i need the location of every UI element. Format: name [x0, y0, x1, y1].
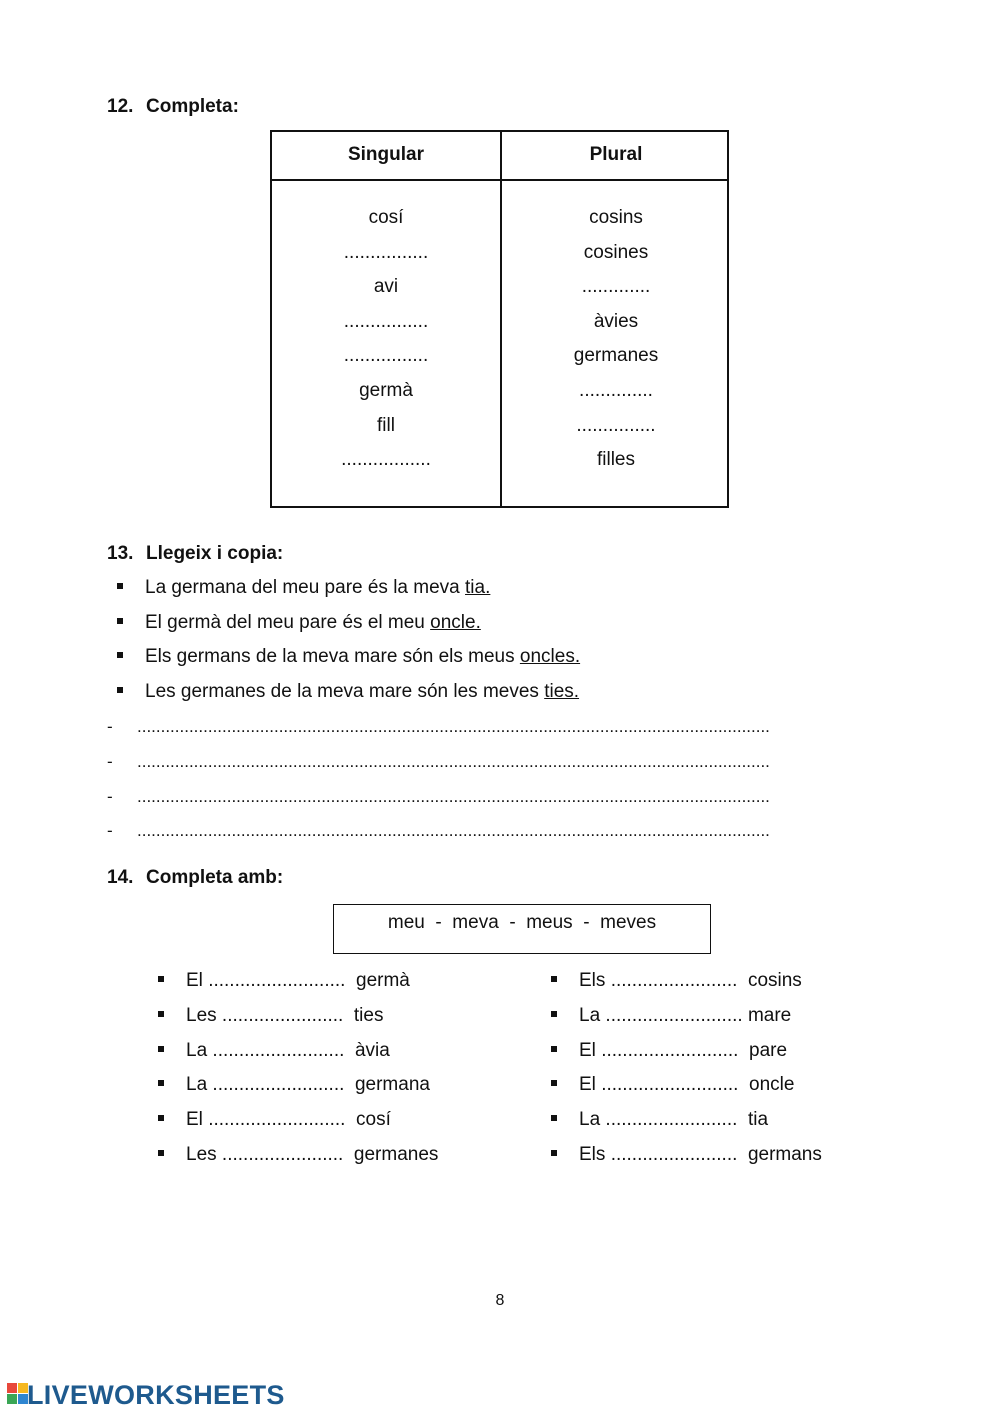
logo-mark-icon: [7, 1383, 29, 1405]
exercise-number: 13.: [107, 543, 134, 564]
fill-noun: germà: [356, 970, 410, 991]
fill-item: [551, 1074, 794, 1096]
fill-noun: mare: [747, 1005, 792, 1026]
bullet-square-icon: [551, 976, 557, 982]
bullet-square-icon: [117, 618, 123, 624]
plural-cell: ..............: [579, 379, 653, 401]
bullet-square-icon: [158, 1115, 164, 1121]
exercise-13-heading: [107, 543, 283, 565]
sentence-item: [117, 577, 490, 599]
plural-cell: filles: [596, 449, 635, 471]
dash-marker: -: [107, 821, 113, 840]
fill-blank[interactable]: ..........................: [601, 1040, 739, 1061]
fill-noun: pare: [749, 1040, 788, 1061]
plural-cell: àvies: [593, 310, 639, 332]
bullet-square-icon: [551, 1011, 557, 1017]
plural-cell: cosines: [583, 241, 649, 263]
page-number: 8: [495, 1292, 505, 1309]
singular-cell: ................: [343, 241, 429, 263]
fill-item: [158, 1040, 390, 1062]
plural-cell: germanes: [573, 345, 659, 367]
dotted-answer-line: ......................................................................................................................................: [137, 821, 770, 840]
dotted-answer-line: ......................................................................................................................................: [137, 752, 770, 771]
sentence-item: [117, 681, 579, 703]
singular-cell: ................: [343, 310, 429, 332]
header-singular: Singular: [347, 144, 424, 165]
fill-item: [551, 1005, 791, 1027]
fill-blank[interactable]: ........................: [610, 970, 738, 991]
fill-article: Les: [186, 1144, 217, 1165]
exercise-title: Completa amb:: [146, 867, 284, 888]
bullet-square-icon: [551, 1080, 557, 1086]
sentence-text: Les germanes de la meva mare són les meves: [145, 681, 545, 702]
logo-wordmark: LIVEWORKSHEETS: [27, 1380, 285, 1410]
fill-blank[interactable]: ..........................: [208, 970, 346, 991]
dotted-answer-line: ......................................................................................................................................: [137, 787, 770, 806]
header-plural: Plural: [589, 144, 643, 165]
bullet-square-icon: [158, 1046, 164, 1052]
fill-noun: germans: [747, 1144, 822, 1165]
bullet-square-icon: [551, 1115, 557, 1121]
fill-article: Els: [579, 1144, 606, 1165]
fill-item: [551, 970, 802, 992]
sentence-text: Els germans de la meva mare són els meus: [145, 646, 520, 667]
singular-column: [272, 201, 500, 478]
fill-blank[interactable]: .........................: [212, 1074, 345, 1095]
fill-blank[interactable]: ........................: [610, 1144, 738, 1165]
fill-article: La: [579, 1005, 601, 1026]
dash-marker: -: [107, 752, 113, 771]
fill-blank[interactable]: .........................: [605, 1109, 738, 1130]
singular-cell: fill: [377, 414, 395, 436]
fill-article: El: [579, 1074, 596, 1095]
singular-plural-table: [270, 130, 729, 508]
fill-blank[interactable]: .........................: [212, 1040, 345, 1061]
copy-line[interactable]: [107, 717, 770, 737]
bullet-square-icon: [551, 1150, 557, 1156]
plural-cell: ...............: [576, 414, 656, 436]
fill-noun: ties: [353, 1005, 384, 1026]
bullet-square-icon: [158, 1011, 164, 1017]
bullet-square-icon: [551, 1046, 557, 1052]
sentence-text: El germà del meu pare és el meu: [145, 612, 431, 633]
word-bank-text: meu - meva - meus - meves: [387, 912, 657, 933]
bullet-square-icon: [117, 652, 123, 658]
fill-noun: oncle: [749, 1074, 795, 1095]
exercise-number: 12.: [107, 96, 134, 117]
fill-noun: cosí: [356, 1109, 391, 1130]
exercise-title: Completa:: [146, 96, 239, 117]
bullet-square-icon: [117, 583, 123, 589]
sentence-underlined-word: tia.: [465, 577, 491, 598]
copy-line[interactable]: [107, 787, 770, 807]
fill-item: [551, 1040, 787, 1062]
fill-article: Les: [186, 1005, 217, 1026]
fill-item: [158, 970, 410, 992]
dotted-answer-line: ......................................................................................................................................: [137, 717, 770, 736]
word-bank-box: [333, 904, 711, 954]
exercise-14-heading: [107, 867, 283, 889]
exercise-title: Llegeix i copia:: [146, 543, 284, 564]
exercise-number: 14.: [107, 867, 134, 888]
fill-noun: cosins: [747, 970, 802, 991]
sentence-item: [117, 646, 580, 668]
fill-noun: germanes: [353, 1144, 439, 1165]
bullet-square-icon: [117, 687, 123, 693]
sentence-text: La germana del meu pare és la meva: [145, 577, 466, 598]
fill-blank[interactable]: ..........................: [208, 1109, 346, 1130]
fill-item: [158, 1109, 391, 1131]
fill-noun: tia: [747, 1109, 769, 1130]
fill-article: La: [579, 1109, 601, 1130]
sentence-underlined-word: oncle.: [430, 612, 481, 633]
sentence-underlined-word: oncles.: [519, 646, 581, 667]
sentence-underlined-word: ties.: [544, 681, 580, 702]
table-header-rule: [272, 179, 727, 181]
fill-blank[interactable]: .......................: [221, 1144, 344, 1165]
fill-blank[interactable]: .......................: [221, 1005, 344, 1026]
fill-blank[interactable]: ..........................: [601, 1074, 739, 1095]
bullet-square-icon: [158, 1080, 164, 1086]
fill-blank[interactable]: ..........................: [605, 1005, 743, 1026]
plural-cell: .............: [581, 276, 651, 298]
dash-marker: -: [107, 787, 113, 806]
fill-article: Els: [579, 970, 606, 991]
singular-cell: germà: [359, 379, 413, 401]
bullet-square-icon: [158, 1150, 164, 1156]
fill-article: El: [579, 1040, 596, 1061]
copy-line[interactable]: [107, 752, 770, 772]
copy-line[interactable]: [107, 821, 770, 841]
exercise-12-heading: [107, 96, 239, 118]
dash-marker: -: [107, 717, 113, 736]
fill-article: La: [186, 1074, 208, 1095]
fill-item: [551, 1109, 768, 1131]
fill-item: [158, 1074, 430, 1096]
singular-cell: avi: [373, 276, 399, 298]
fill-item: [158, 1144, 438, 1166]
plural-cell: cosins: [589, 207, 643, 228]
bullet-square-icon: [158, 976, 164, 982]
fill-article: El: [186, 970, 203, 991]
fill-article: El: [186, 1109, 203, 1130]
fill-noun: àvia: [354, 1040, 390, 1061]
fill-noun: germana: [354, 1074, 430, 1095]
singular-cell: ................: [343, 345, 429, 367]
plural-column: [502, 201, 730, 478]
singular-cell: .................: [341, 449, 431, 471]
singular-cell: cosí: [368, 207, 404, 228]
fill-item: [158, 1005, 383, 1027]
fill-article: La: [186, 1040, 208, 1061]
fill-item: [551, 1144, 822, 1166]
sentence-item: [117, 612, 481, 634]
